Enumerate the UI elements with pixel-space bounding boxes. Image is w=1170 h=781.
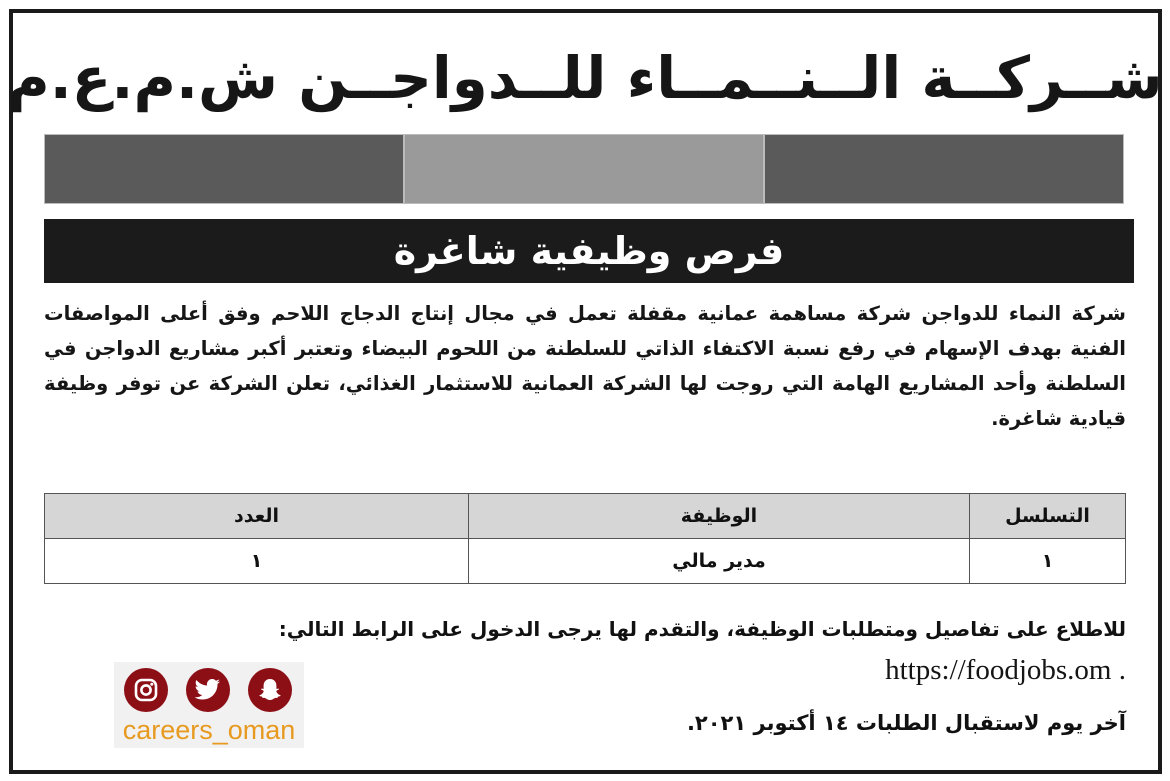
intro-paragraph: شركة النماء للدواجن شركة مساهمة عمانية مقفلة تعمل في مجال إنتاج الدجاج اللاحم وفق أعلى المواصفات الفنية بهدف الإسهام في رفع نسبة الاكتفاء الذاتي للسلطنة من اللحوم البيضاء وتعتبر أكبر مشاريع الدواجن في السلطنة وأحد المشاريع الهامة التي روجت لها الشركة العمانية للاستثمار الغذائي، تعلن الشركة عن توفر وظيفة قيادية شاغرة. [44,302,1126,430]
band-right [764,134,1124,204]
apply-note: للاطلاع على تفاصيل ومتطلبات الوظيفة، والتقدم لها يرجى الدخول على الرابط التالي: [278,617,1126,641]
instagram-icon[interactable] [124,668,168,712]
social-badge [114,662,304,748]
table-header-row [45,494,1126,539]
twitter-icon[interactable] [186,668,230,712]
snapchat-icon[interactable] [248,668,292,712]
company-name: شــركــة الــنــمــاء للــدواجــن ش.م.ع.م [7,44,1163,112]
header-job: الوظيفة [469,494,970,539]
apply-link[interactable]: https://foodjobs.om . [885,654,1126,686]
social-handle[interactable]: careers_oman [122,715,296,745]
cell-job: مدير مالي [469,539,970,584]
cell-count: ١ [45,539,469,584]
table-row [45,539,1126,584]
vacancies-headline: فرص وظيفية شاغرة [44,219,1134,283]
header-count: العدد [45,494,469,539]
vacancies-table [44,493,1126,584]
band-left [44,134,404,204]
decorative-bands [44,134,1124,204]
deadline-note: آخر يوم لاستقبال الطلبات ١٤ أكتوبر ٢٠٢١. [686,711,1126,735]
cell-seq: ١ [970,539,1126,584]
band-middle [404,134,764,204]
header-seq: التسلسل [970,494,1126,539]
